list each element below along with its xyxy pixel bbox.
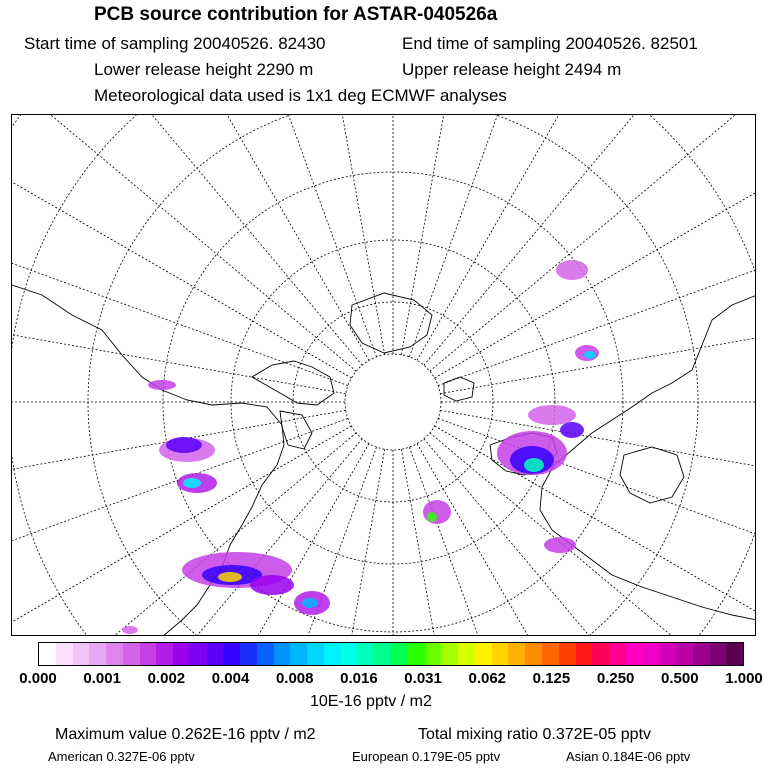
color-swatch <box>106 643 123 665</box>
color-swatch <box>307 643 324 665</box>
color-scale-tick: 0.000 <box>19 670 57 687</box>
units-label: 10E-16 pptv / m2 <box>310 693 432 710</box>
meridian-line <box>12 115 369 360</box>
color-swatch <box>39 643 56 665</box>
lower-height-label: Lower release height 2290 m <box>94 60 314 79</box>
color-swatch <box>576 643 593 665</box>
color-swatch <box>475 643 492 665</box>
color-swatch <box>374 643 391 665</box>
color-scale-tick: 0.031 <box>404 670 442 687</box>
total-mixing-ratio-label: Total mixing ratio 0.372E-05 pptv <box>418 726 652 743</box>
meridian-line <box>438 115 756 386</box>
polar-stereographic-map <box>12 115 756 636</box>
meridian-line <box>12 115 348 386</box>
met-data-label: Meteorological data used is 1x1 deg ECMWF analyses <box>94 86 507 105</box>
meridian-line <box>12 115 362 365</box>
canadian-archipelago <box>252 361 334 449</box>
color-swatch <box>693 643 710 665</box>
color-swatch <box>274 643 291 665</box>
end-time-label: End time of sampling 20040526. 82501 <box>402 34 698 53</box>
plume-blob <box>584 351 596 359</box>
color-swatch <box>358 643 375 665</box>
color-swatch <box>626 643 643 665</box>
meridian-line <box>12 246 346 394</box>
latitude-circle <box>345 354 441 450</box>
color-swatch <box>710 643 727 665</box>
color-swatch <box>56 643 73 665</box>
color-swatch <box>559 643 576 665</box>
plume-blob <box>183 478 201 488</box>
plume-blob <box>218 572 242 582</box>
concentration-plumes <box>122 260 599 634</box>
color-swatch <box>408 643 425 665</box>
color-swatch <box>290 643 307 665</box>
color-swatch <box>240 643 257 665</box>
color-swatch <box>676 643 693 665</box>
meridian-line <box>424 115 756 365</box>
plume-blob <box>122 626 138 634</box>
upper-height-label: Upper release height 2494 m <box>402 60 622 79</box>
color-swatch <box>643 643 660 665</box>
latitude-circle <box>12 115 756 636</box>
plume-blob <box>524 458 544 472</box>
color-scale-tick: 0.500 <box>661 670 699 687</box>
start-time-label: Start time of sampling 20040526. 82430 <box>24 34 326 53</box>
color-scale-tick: 0.001 <box>83 670 121 687</box>
color-swatch <box>223 643 240 665</box>
coastlines <box>12 285 756 636</box>
meridian-line <box>417 115 756 360</box>
american-contribution-label: American 0.327E-06 pptv <box>48 749 195 764</box>
color-swatch <box>659 643 676 665</box>
color-swatch <box>726 643 743 665</box>
color-swatch <box>140 643 157 665</box>
color-scale-tick: 0.002 <box>147 670 186 687</box>
meridian-line <box>12 115 351 378</box>
plume-blob <box>250 575 294 595</box>
color-scale-tick: 0.016 <box>340 670 378 687</box>
polar-map <box>11 114 756 636</box>
meridian-line <box>440 410 756 558</box>
map-title: PCB source contribution for ASTAR-040526a <box>94 4 498 25</box>
color-swatch <box>458 643 475 665</box>
meridian-line <box>430 433 756 636</box>
color-swatch <box>441 643 458 665</box>
plume-blob <box>528 405 576 425</box>
color-swatch <box>425 643 442 665</box>
color-swatch <box>173 643 190 665</box>
scandinavia <box>620 447 684 503</box>
color-swatch <box>257 643 274 665</box>
color-swatch <box>341 643 358 665</box>
color-swatch <box>525 643 542 665</box>
meridian-line <box>424 439 756 636</box>
meridian-line <box>435 426 756 636</box>
color-scale-tick: 0.004 <box>211 670 250 687</box>
color-scale-tick: 0.125 <box>532 670 571 687</box>
plume-blob <box>560 422 584 438</box>
asian-contribution-label: Asian 0.184E-06 pptv <box>566 749 691 764</box>
color-swatch <box>89 643 106 665</box>
color-swatch <box>123 643 140 665</box>
plume-blob <box>148 380 176 390</box>
european-contribution-label: European 0.179E-05 pptv <box>352 749 501 764</box>
plume-blob <box>427 512 437 522</box>
color-swatch <box>207 643 224 665</box>
meridian-line <box>85 447 376 636</box>
color-swatch <box>492 643 509 665</box>
color-swatch <box>156 643 173 665</box>
plume-blob <box>544 537 576 553</box>
color-scale-tick: 1.000 <box>725 670 763 687</box>
color-scale-tick: 0.008 <box>275 670 314 687</box>
plume-blob <box>166 437 202 453</box>
meridian-line <box>435 115 756 378</box>
lat-lon-grid <box>12 115 756 636</box>
plume-blob <box>302 598 318 608</box>
color-swatch <box>324 643 341 665</box>
meridian-line <box>85 115 376 357</box>
color-swatch <box>190 643 207 665</box>
color-swatch <box>542 643 559 665</box>
iceland <box>444 377 474 401</box>
max-value-label: Maximum value 0.262E-16 pptv / m2 <box>55 726 316 743</box>
plume-blob <box>556 260 588 280</box>
meridian-line <box>401 449 549 636</box>
europe-coast <box>540 295 756 620</box>
color-swatch <box>73 643 90 665</box>
latitude-circle <box>12 115 756 636</box>
color-scale-bar <box>38 642 744 666</box>
color-swatch <box>609 643 626 665</box>
plume-blob <box>423 500 451 524</box>
color-scale-tick: 0.250 <box>596 670 635 687</box>
color-scale-tick: 0.062 <box>468 670 507 687</box>
meridian-line <box>440 246 756 394</box>
meridian-line <box>409 115 700 357</box>
color-swatch <box>592 643 609 665</box>
meridian-line <box>438 418 756 636</box>
color-swatch <box>391 643 408 665</box>
color-swatch <box>508 643 525 665</box>
